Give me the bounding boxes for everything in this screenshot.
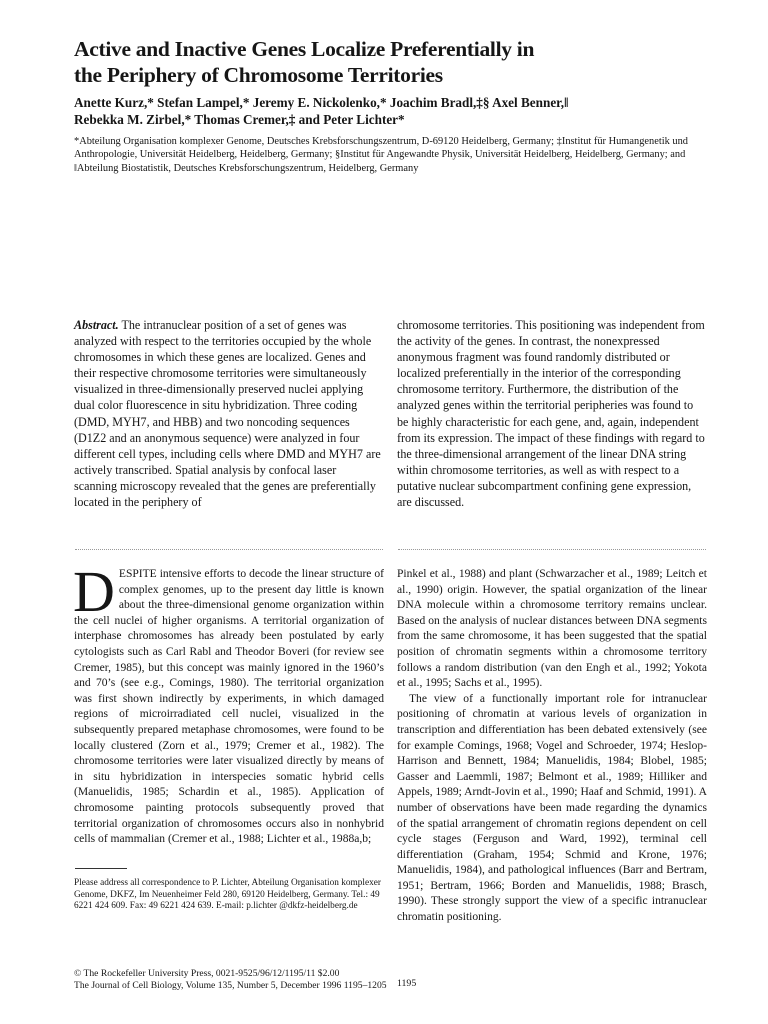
page-number: 1195	[397, 978, 417, 989]
correspondence-footnote: Please address all correspondence to P. Lichter, Abteilung Organisation komplexer Genome, DKFZ, Im Neuenheimer Feld 280, 69120 Heidelberg, Germany. Tel.: 49 6221 424 609. Fax: 49 6221 424 639. E-mail: p.lichter @dkfz-heidelberg.de	[74, 878, 381, 912]
paragraph-2: The view of a functionally important role for intranuclear positioning of chromatin at various levels of organization in transcription and differentiation has been debated extensively (see for example Comings, 1968; Vogel and Schroeder, 1974; Heslop-Harrison and Bennett, 1984; Manuelidis, 1984; Blobel, 1985; Gasser and Laemmli, 1987; Belmont et al., 1989; Hilliker and Appels, 1989; Arndt-Jovin et al., 1990; Haaf and Schmid, 1991). A number of observations have been made regarding the dynamics of the spatial arrangement of chromatin regions dependent on cell cycle stages (Ferguson and Ward, 1992), terminal cell differentiation (Graham, 1954; Schmid and Krone, 1976; Manuelidis, 1984), and pathological influences (Barr and Bertram, 1951; Bertram, 1966; Borden and Manuelidis, 1988; Brasch, 1990). These strongly support the view of a specific intranuclear chromatin positioning.	[397, 692, 707, 924]
intro-text: intensive efforts to decode the linear structure of complex genomes, up to the present day little is known about the three-dimensional genome organization within the cell nuclei of higher organisms. A territorial organization of interphase chromosomes has already been postulated by early cytologists such as Carl Rabl and Theodor Boveri (for review see Cremer, 1985), but this concept was mainly ignored in the 1960’s and 70’s (see e.g., Comings, 1980). The territorial organization was first shown indirectly by experiments, in which damaged regions of microirradiated cell nuclei, visualized in the subsequently prepared metaphase chromosomes, were found to be locally clustered (Zorn et al., 1979; Cremer et al., 1982). The chromosome territories were later visualized directly by means of in situ hybridization in interspecies somatic hybrid cells (Manuelidis, 1985; Schardin et al., 1985). Application of chromosome painting protocols subsequently proved that territorial organization of chromosomes occurs also in nonhybrid cells of mammalian (Cremer et al., 1988; Lichter et al., 1988a,b;	[74, 568, 384, 846]
journal-footer	[74, 968, 714, 992]
authors-line-1: Anette Kurz,* Stefan Lampel,* Jeremy E. Nickolenko,* Joachim Bradl,‡§ Axel Benner,‖	[74, 95, 569, 110]
title-line-1: Active and Inactive Genes Localize Preferentially in	[74, 37, 535, 61]
abstract-label: Abstract.	[74, 318, 119, 332]
body-column-right	[397, 567, 707, 926]
drop-cap: D	[73, 559, 115, 624]
paragraph-continued: Pinkel et al., 1988) and plant (Schwarzacher et al., 1989; Leitch et al., 1990) origin. However, the spatial organization of the linear DNA molecule within a chromosome territory remains unclear. Based on the analysis of nuclear distances between DNA segments from the same chromosome, it has been suggested that the spatial position of chromatin segments within a chromosome territory follows a random distribution (van den Engh et al., 1992; Yokota et al., 1995; Sachs et al., 1995).	[397, 568, 707, 690]
intro-paragraph	[73, 559, 384, 848]
section-divider-right	[398, 549, 706, 550]
body-column-left	[73, 559, 384, 848]
author-list	[74, 94, 714, 128]
abstract-column-1	[74, 317, 382, 510]
copyright-line: © The Rockefeller University Press, 0021-9525/96/12/1195/11 $2.00	[74, 968, 340, 979]
footnote-rule	[75, 868, 127, 869]
authors-line-2: Rebekka M. Zirbel,* Thomas Cremer,‡ and Peter Lichter*	[74, 112, 405, 127]
article-title	[74, 36, 704, 88]
affiliations: *Abteilung Organisation komplexer Genome, Deutsches Krebsforschungszentrum, D-69120 Heidelberg, Germany; ‡Institut für Humangenetik und Anthropologie, Universität Heidelberg, Heidelberg, Germany; §Institut für Angewandte Physik, Universität Heidelberg, Heidelberg, Germany; and ‖Abteilung Biostatistik, Deutsches Krebsforschungszentrum, Heidelberg, Germany	[74, 136, 688, 174]
journal-citation: The Journal of Cell Biology, Volume 135, Number 5, December 1996 1195–1205	[74, 980, 387, 991]
small-caps-lead: ESPITE	[118, 568, 157, 580]
abstract-column-2: chromosome territories. This positioning was independent from the activity of the genes. In contrast, the nonexpressed anonymous fragment was found randomly distributed or localized preferentially in the interior of the corresponding chromosome territory. Furthermore, the distribution of the analyzed genes within the territorial peripheries was found to be highly characteristic for each gene, and, again, independent from its expression. The impact of these findings with regard to the three-dimensional arrangement of the linear DNA string within chromosome territories, as well as with respect to a putative nuclear subcompartment confining gene expression, are discussed.	[397, 318, 705, 510]
title-line-2: the Periphery of Chromosome Territories	[74, 63, 443, 87]
section-divider-left	[75, 549, 383, 550]
abstract-text-1: The intranuclear position of a set of genes was analyzed with respect to the territories occupied by the whole chromosomes in which these genes are localized. Genes and their respective chromosome territories were simultaneously visualized in three-dimensionally preserved nuclei applying dual color fluorescence in situ hybridization. Three coding (DMD, MYH7, and HBB) and two noncoding sequences (D1Z2 and an anonymous sequence) were analyzed in four different cell types, including cells where DMD and MYH7 are actively transcribed. Spatial analysis by confocal laser scanning microscopy revealed that the genes are preferentially located in the periphery of	[74, 318, 381, 510]
